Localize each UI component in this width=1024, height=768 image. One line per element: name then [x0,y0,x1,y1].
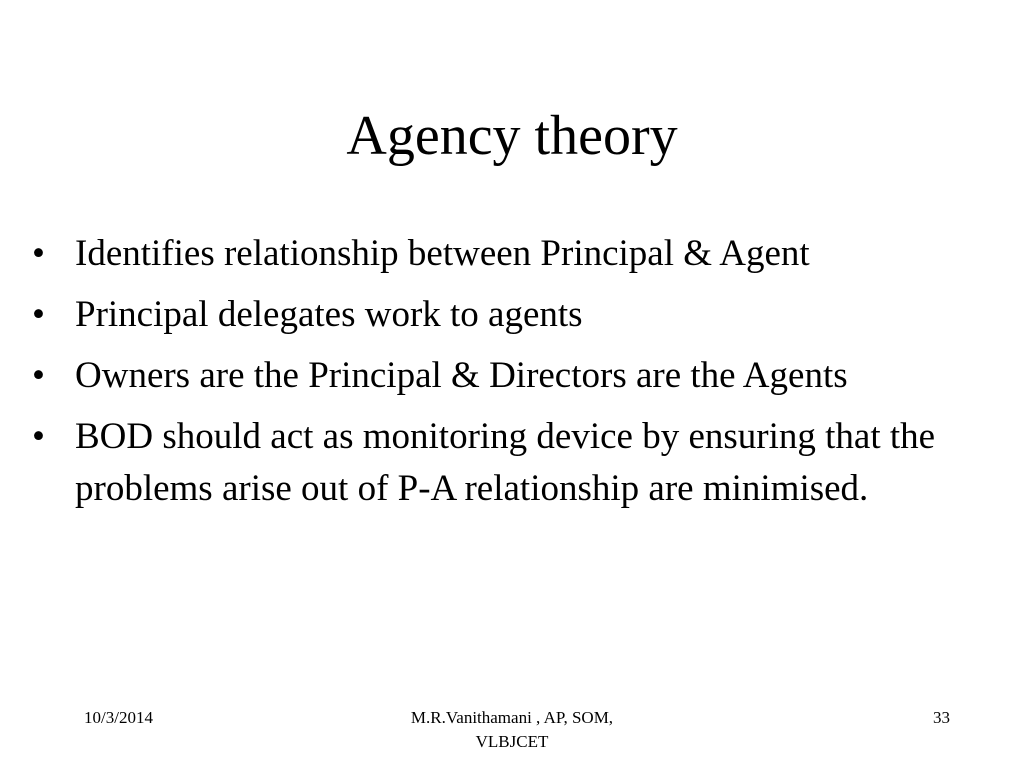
bullet-text-1: Identifies relationship between Principal & Agent [75,233,810,274]
bullet-item-3 [28,350,1008,402]
bullet-icon: • [32,355,45,396]
bullet-text-3: Owners are the Principal & Directors are the Agents [75,355,848,396]
footer-author-line-1: M.R.Vanithamani , AP, SOM, [410,708,614,727]
bullet-icon: • [32,294,45,335]
bullet-text-2: Principal delegates work to agents [75,294,583,335]
footer-author-line-2: VLBJCET [475,732,549,751]
bullet-icon: • [32,416,45,457]
bullet-item-4 [28,411,1008,515]
bullet-text-4: BOD should act as monitoring device by ensuring that the problems arise out of P-A relationship are minimised. [75,416,936,509]
footer-date: 10/3/2014 [84,708,153,727]
bullet-item-1 [28,228,1008,280]
footer-page-number: 33 [933,708,950,727]
bullet-item-2 [28,289,1008,341]
slide-title: Agency theory [346,105,678,167]
bullet-icon: • [32,233,45,274]
footer-author [352,706,672,754]
bullet-list [28,228,1008,524]
